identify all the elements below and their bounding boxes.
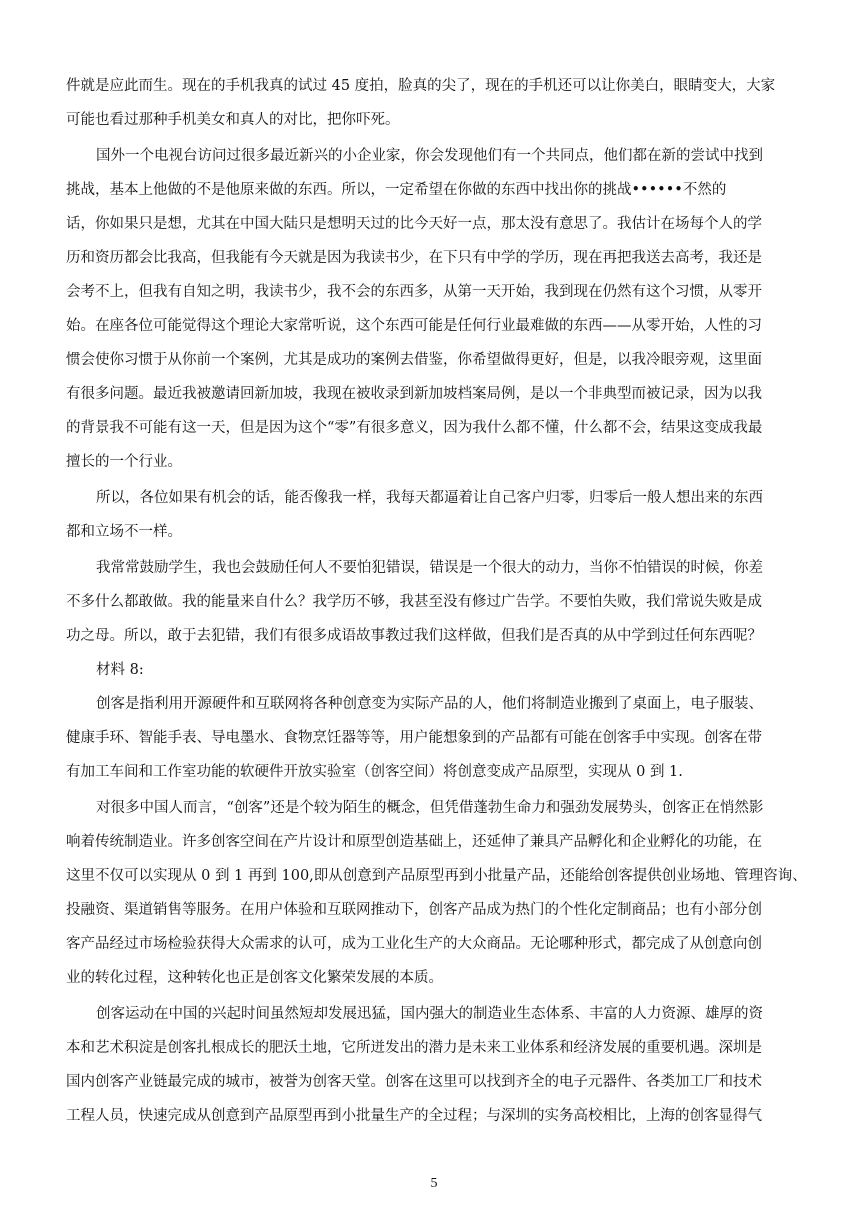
text-line: 创客是指利用开源硬件和互联网将各种创意变为实际产品的人，他们将制造业搬到了桌面上，电子服装、 [96,696,763,712]
text-line: 功之母。所以，敢于去犯错，我们有很多成语故事教过我们这样做，但我们是否真的从中学到过任何东西呢？ [66,628,762,644]
text-line: 历和资历都会比我高，但我能有今天就是因为我读书少，在下只有中学的学历，现在再把我送去高考，我还是 [66,250,762,266]
text-line: 的背景我不可能有这一天，但是因为这个“零”有很多意义，因为我什么都不懂，什么都不会，结果这变成我最 [66,420,763,436]
text-line: 客产品经过市场检验获得大众需求的认可，成为工业化生产的大众商品。无论哪种形式，都完成了从创意向创 [66,936,762,952]
text-line: 健康手环、智能手表、导电墨水、食物烹饪器等等，用户能想象到的产品都有可能在创客手中实现。创客在带 [66,730,762,746]
text-line: 投融资、渠道销售等服务。在用户体验和互联网推动下，创客产品成为热门的个性化定制商品；也有小部分创 [66,902,762,918]
text-line: 业的转化过程，这种转化也正是创客文化繁荣发展的本质。 [66,970,443,986]
text-line: 所以，各位如果有机会的话，能否像我一样，我每天都逼着让自己客户归零，归零后一般人想出来的东西 [96,490,763,506]
text-line: 都和立场不一样。 [66,524,182,540]
text-line: 有很多问题。最近我被邀请回新加坡，我现在被收录到新加坡档案局例，是以一个非典型而被记录，因为以我 [66,386,762,402]
page-number: 5 [430,1176,438,1191]
text-line: 始。在座各位可能觉得这个理论大家常听说，这个东西可能是任何行业最难做的东西——从零开始，人性的习 [66,318,762,334]
text-line: 响着传统制造业。许多创客空间在产片设计和原型创造基础上，还延伸了兼具产品孵化和企业孵化的功能，在 [66,834,762,850]
text-line: 会考不上，但我有自知之明，我读书少，我不会的东西多，从第一天开始，我到现在仍然有这个习惯，从零开 [66,284,762,300]
text-line: 件就是应此而生。现在的手机我真的试过 45 度拍，脸真的尖了，现在的手机还可以让你美白，眼睛变大，大家 [66,78,776,94]
text-line: 国内创客产业链最完成的城市，被誉为创客天堂。创客在这里可以找到齐全的电子元器件、各类加工厂和技术 [66,1074,762,1090]
text-line: 话，你如果只是想，尤其在中国大陆只是想明天过的比今天好一点，那太没有意思了。我估计在场每个人的学 [66,216,762,232]
text-line: 本和艺术积淀是创客扎根成长的肥沃土地，它所迸发出的潜力是未来工业体系和经济发展的重要机遇。深圳是 [66,1040,762,1056]
text-line: 惯会使你习惯于从你前一个案例，尤其是成功的案例去借鉴，你希望做得更好，但是，以我冷眼旁观，这里面 [66,352,762,368]
text-line: 可能也看过那种手机美女和真人的对比，把你吓死。 [66,112,400,128]
text-line: 国外一个电视台访问过很多最近新兴的小企业家，你会发现他们有一个共同点，他们都在新的尝试中找到 [96,148,763,164]
text-line: 创客运动在中国的兴起时间虽然短却发展迅猛，国内强大的制造业生态体系、丰富的人力资源、雄厚的资 [96,1006,763,1022]
text-line: 擅长的一个行业。 [66,454,182,470]
text-line: 工程人员，快速完成从创意到产品原型再到小批量生产的全过程；与深圳的实务高校相比，上海的创客显得气 [66,1108,762,1124]
text-line: 这里不仅可以实现从 0 到 1 再到 100,即从创意到产品原型再到小批量产品，还能给创客提供创业场地、管理咨询、 [66,868,807,884]
text-line: 挑战，基本上他做的不是他原来做的东西。所以，一定希望在你做的东西中找出你的挑战••••••不然的 [66,182,727,198]
text-line: 我常常鼓励学生，我也会鼓励任何人不要怕犯错误，错误是一个很大的动力，当你不怕错误的时候，你差 [96,560,763,576]
text-line: 对很多中国人而言，“创客”还是个较为陌生的概念，但凭借蓬勃生命力和强劲发展势头，创客正在悄然影 [96,800,764,816]
text-line: 不多什么都敢做。我的能量来自什么？我学历不够，我甚至没有修过广告学。不要怕失败，我们常说失败是成 [66,594,762,610]
section-heading: 材料 8: [96,662,144,678]
text-line: 有加工车间和工作室功能的软硬件开放实验室（创客空间）将创意变成产品原型，实现从 0 到 1. [66,764,683,780]
